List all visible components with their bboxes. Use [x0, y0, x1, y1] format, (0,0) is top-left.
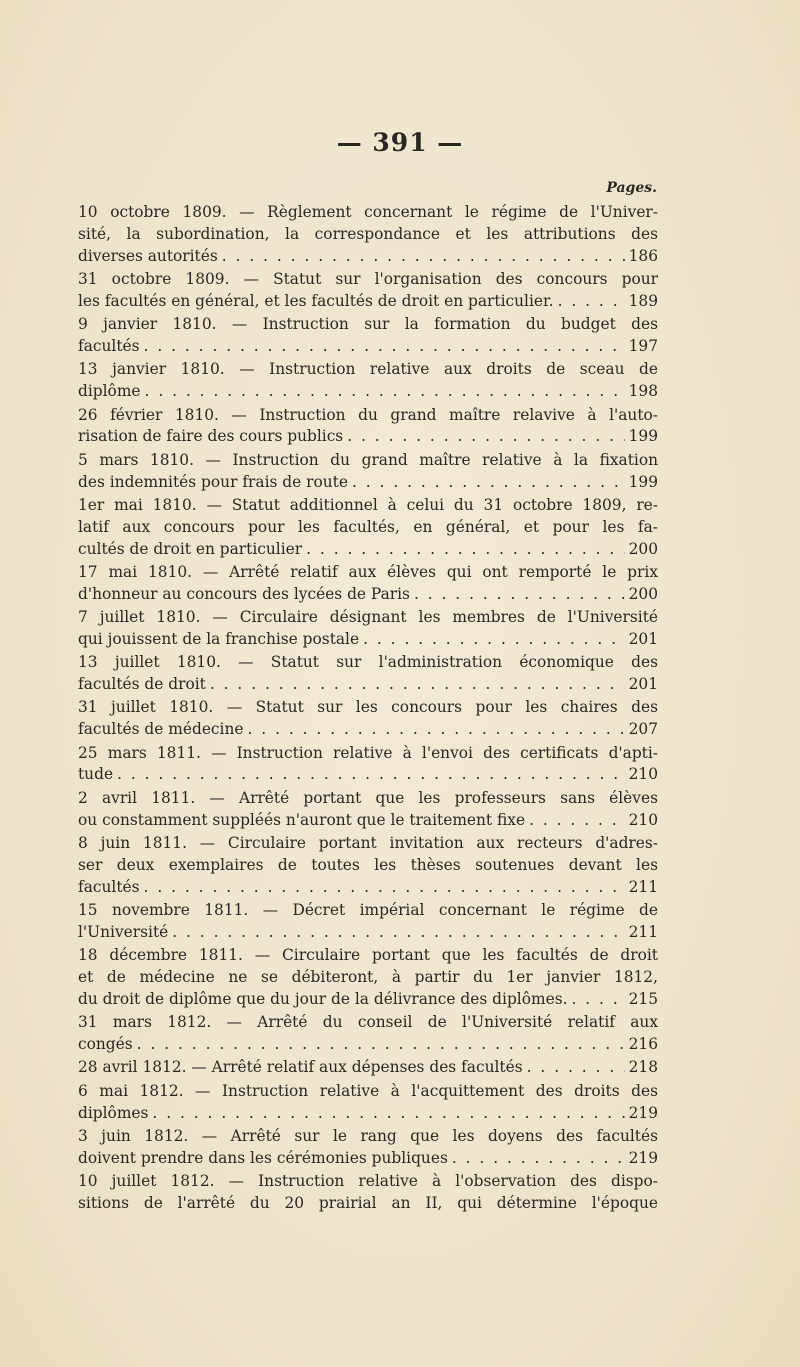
dot-leader [529, 810, 625, 832]
entry-line: 3 juin 1812. — Arrêté sur le rang que les doyens des facultés [78, 1126, 658, 1145]
entry-last-line [78, 584, 658, 606]
entry-line: 31 mars 1812. — Arrêté du conseil de l'Université relatif aux [78, 1013, 658, 1032]
entry-title-end: l'Université [78, 922, 169, 941]
entry-line: 13 juillet 1810. — Statut sur l'administration économique des [78, 653, 658, 672]
entry-line: 10 octobre 1809. — Règlement concernant le régime de l'Univer- [78, 203, 658, 221]
entry-page-number: 219 [628, 1103, 658, 1122]
entry-title-end: des indemnités pour frais de route [78, 472, 348, 491]
entry-line: 8 juin 1811. — Circulaire portant invitation aux recteurs d'adres- [78, 834, 658, 853]
entry-title-end: 28 avril 1812. — Arrêté relatif aux dépenses des facultés [78, 1058, 523, 1077]
entry-line: 17 mai 1810. — Arrêté relatif aux élèves qui ont remporté le prix [78, 562, 658, 581]
toc-entry [78, 314, 658, 358]
toc-entry [78, 1057, 658, 1079]
entry-page-number: 211 [628, 922, 658, 941]
dot-leader [144, 877, 625, 899]
toc-entry [78, 945, 658, 1010]
page-number: — 391 — [336, 128, 464, 157]
entry-line: 6 mai 1812. — Instruction relative à l'acquittement des droits des [78, 1081, 658, 1100]
entry-page-number: 218 [628, 1058, 658, 1077]
entry-line: 15 novembre 1811. — Décret impérial concernant le régime de [78, 901, 658, 920]
toc-entry [78, 652, 658, 696]
entry-last-line [78, 539, 658, 561]
dot-leader [117, 764, 625, 786]
entry-last-line [78, 877, 658, 899]
entry-title-end: qui jouissent de la franchise postale [78, 629, 360, 648]
entry-line: 7 juillet 1810. — Circulaire désignant les membres de l'Université [78, 608, 658, 627]
entry-page-number: 216 [628, 1034, 658, 1053]
entry-title-end: tude [78, 765, 114, 784]
entry-last-line [78, 472, 658, 494]
entry-line: 31 juillet 1810. — Statut sur les concours pour les chaires des [78, 698, 658, 717]
entry-line: ser deux exemplaires de toutes les thèses soutenues devant les [78, 855, 658, 874]
toc-entry [78, 562, 658, 606]
entry-page-number: 197 [628, 336, 658, 355]
entry-page-number: 199 [628, 427, 658, 446]
entry-page-number: 210 [628, 765, 658, 784]
toc-entry [78, 788, 658, 832]
toc-entry [78, 697, 658, 741]
dot-leader [414, 584, 625, 606]
dot-leader [145, 381, 625, 403]
entry-last-line [78, 381, 658, 403]
entry-line: 18 décembre 1811. — Circulaire portant que les facultés de droit [78, 946, 658, 965]
entry-line: 2 avril 1811. — Arrêté portant que les professeurs sans élèves [78, 788, 658, 807]
entry-title-end: ou constamment suppléés n'auront que le traitement fixe [78, 810, 526, 829]
entry-line: 5 mars 1810. — Instruction du grand maître relative à la fixation [78, 450, 658, 469]
entry-title-end: d'honneur au concours des lycées de Paris [78, 584, 410, 603]
entry-last-line [78, 810, 658, 832]
dot-leader [527, 1057, 625, 1079]
entry-last-line [78, 764, 658, 786]
entry-last-line [78, 922, 658, 944]
dot-leader [347, 426, 624, 448]
toc-entry [78, 359, 658, 403]
entry-page-number: 219 [628, 1148, 658, 1167]
entry-page-number: 201 [628, 675, 658, 694]
entry-title-end: facultés [78, 336, 140, 355]
toc-entry [78, 1012, 658, 1056]
entry-last-line [78, 246, 658, 268]
entry-title-end: du droit de diplôme que du jour de la délivrance des diplômes. [78, 989, 568, 1008]
entry-last-line [78, 1148, 658, 1170]
entry-page-number: 198 [628, 382, 658, 401]
entry-title-end: congés [78, 1034, 133, 1053]
entry-line: latif aux concours pour les facultés, en général, et pour les fa- [78, 517, 658, 536]
entry-title-end: facultés de médecine [78, 720, 244, 739]
entry-last-line [78, 336, 658, 358]
toc-entry [78, 1171, 658, 1215]
dot-leader [222, 246, 625, 268]
entry-page-number: 200 [628, 539, 658, 558]
toc-entry [78, 743, 658, 787]
entry-page-number: 200 [628, 584, 658, 603]
entry-title-end: diverses autorités [78, 246, 218, 265]
entry-line: et de médecine ne se débiteront, à partir du 1er janvier 1812, [78, 968, 658, 986]
entry-line: sité, la subordination, la correspondance et les attributions des [78, 224, 658, 243]
entry-last-line [78, 719, 658, 741]
entry-last-line [78, 1034, 658, 1056]
dot-leader [144, 336, 625, 358]
entry-page-number: 201 [628, 629, 658, 648]
dot-leader [137, 1034, 625, 1056]
entry-title-end: les facultés en général, et les facultés de droit en particulier. [78, 291, 554, 310]
dot-leader [363, 629, 625, 651]
entry-page-number: 211 [628, 877, 658, 896]
entry-line: 1er mai 1810. — Statut additionnel à celui du 31 octobre 1809, re- [78, 495, 658, 514]
entry-line: 31 octobre 1809. — Statut sur l'organisation des concours pour [78, 269, 658, 288]
entry-page-number: 207 [628, 720, 658, 739]
toc-entry [78, 1126, 658, 1170]
dot-leader [558, 291, 625, 313]
dot-leader [352, 472, 625, 494]
dot-leader [210, 674, 625, 696]
entry-page-number: 215 [628, 989, 658, 1008]
toc-entry [78, 900, 658, 944]
entry-last-line [78, 629, 658, 651]
entry-title-end: doivent prendre dans les cérémonies publiques [78, 1148, 448, 1167]
table-of-contents [78, 202, 658, 1216]
dot-leader [306, 539, 624, 561]
entry-last-line [78, 1057, 658, 1079]
toc-entry [78, 202, 658, 267]
entry-title-end: diplôme [78, 382, 141, 401]
entry-title-end: diplômes [78, 1103, 149, 1122]
entry-title-end: facultés [78, 877, 140, 896]
entry-page-number: 186 [628, 246, 658, 265]
toc-entry [78, 607, 658, 651]
entry-title-end: cultés de droit en particulier [78, 539, 303, 558]
entry-line: 10 juillet 1812. — Instruction relative à l'observation des dispo- [78, 1172, 658, 1191]
toc-entry [78, 1081, 658, 1125]
entry-last-line [78, 1103, 658, 1125]
entry-last-line [78, 989, 658, 1011]
toc-entry [78, 833, 658, 898]
entry-title-end: facultés de droit [78, 675, 206, 694]
dot-leader [248, 719, 625, 741]
dot-leader [172, 922, 624, 944]
dot-leader [452, 1148, 625, 1170]
entry-line: 13 janvier 1810. — Instruction relative aux droits de sceau de [78, 360, 658, 379]
entry-page-number: 210 [628, 810, 658, 829]
entry-line: 9 janvier 1810. — Instruction sur la formation du budget des [78, 315, 658, 334]
entry-last-line [78, 426, 658, 448]
entry-last-line [78, 291, 658, 313]
entry-line: 26 février 1810. — Instruction du grand maître relavive à l'auto- [78, 405, 658, 424]
entry-line: sitions de l'arrêté du 20 prairial an II, qui détermine l'époque [78, 1193, 658, 1212]
toc-entry [78, 495, 658, 560]
entry-last-line [78, 674, 658, 696]
pages-column-label: Pages. [606, 180, 657, 196]
dot-leader [571, 989, 624, 1011]
entry-title-end: risation de faire des cours publics [78, 427, 344, 446]
toc-entry [78, 450, 658, 494]
dot-leader [152, 1103, 624, 1125]
toc-entry [78, 405, 658, 449]
entry-page-number: 189 [628, 291, 658, 310]
entry-page-number: 199 [628, 472, 658, 491]
toc-entry [78, 269, 658, 313]
entry-line: 25 mars 1811. — Instruction relative à l'envoi des certificats d'apti- [78, 743, 658, 762]
